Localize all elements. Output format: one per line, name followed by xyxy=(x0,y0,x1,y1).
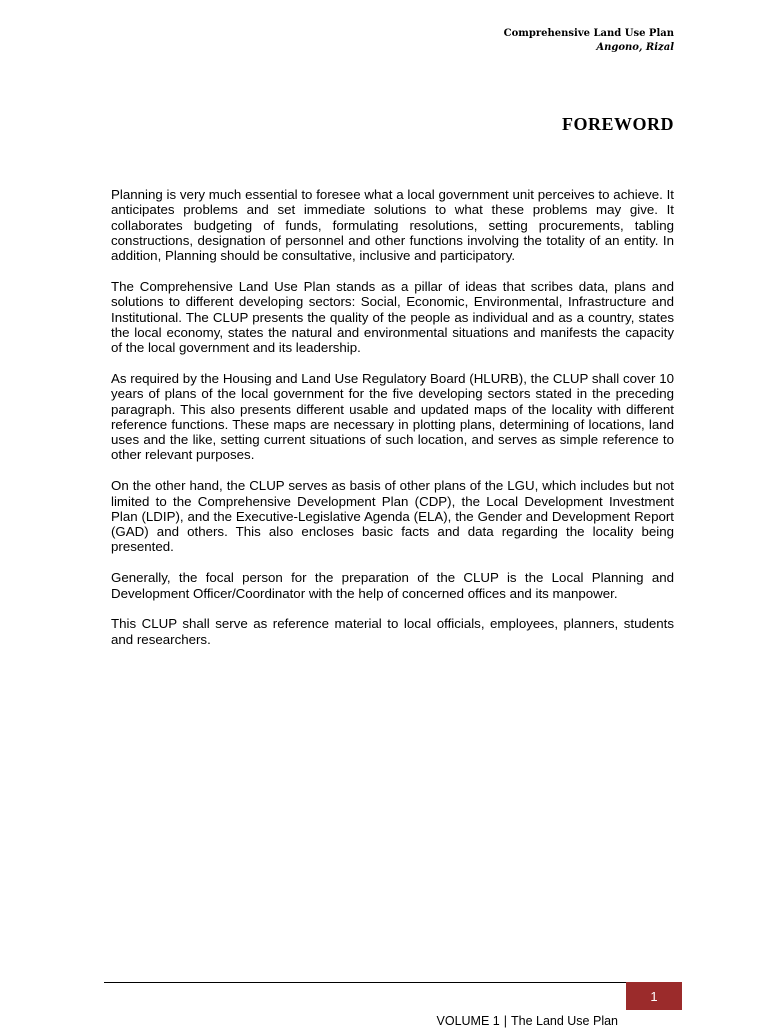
page-number-box xyxy=(626,982,682,1010)
running-header xyxy=(504,27,674,55)
footer-section: The Land Use Plan xyxy=(510,1014,618,1028)
page-number: 1 xyxy=(650,988,658,1004)
paragraph: This CLUP shall serve as reference material to local officials, employees, planners, students and researchers. xyxy=(111,616,674,647)
paragraph: The Comprehensive Land Use Plan stands as a pillar of ideas that scribes data, plans and solutions to different developing sectors: Social, Economic, Environmental, Infrastructure and Institutional. The CLUP presents the quality of the people as individual and as a country, states the local economy, states the natural and environmental situations and manifests the capacity of the local government and its leadership. xyxy=(111,278,674,356)
footer-section-label xyxy=(437,1014,618,1028)
footer-volume: VOLUME 1 xyxy=(436,1014,500,1028)
foreword-body xyxy=(111,187,674,662)
paragraph: As required by the Housing and Land Use Regulatory Board (HLURB), the CLUP shall cover 10 years of plans of the local government for the five developing sectors stated in the preceding paragraph. This also presents different usable and updated maps of the locality with different reference functions. These maps are necessary in plotting plans, determining of locations, land uses and the like, setting current situations of such location, and serves as simple reference to other relevant purposes. xyxy=(111,370,674,463)
paragraph: On the other hand, the CLUP serves as basis of other plans of the LGU, which includes but not limited to the Comprehensive Development Plan (CDP), the Local Development Investment Plan (LDIP), and the Executive-Legislative Agenda (ELA), the Gender and Development Report (GAD) and others. This also encloses basic facts and data regarding the locality being presented. xyxy=(111,478,674,555)
footer-separator: | xyxy=(503,1014,507,1028)
page-title: FOREWORD xyxy=(562,114,674,134)
header-document-title: Comprehensive Land Use Plan xyxy=(503,28,674,39)
footer-rule xyxy=(104,982,626,983)
header-location: Angono, Rizal xyxy=(596,42,674,53)
paragraph: Generally, the focal person for the preparation of the CLUP is the Local Planning and Development Officer/Coordinator with the help of concerned offices and its manpower. xyxy=(111,570,674,601)
paragraph: Planning is very much essential to foresee what a local government unit perceives to achieve. It anticipates problems and set immediate solutions to what these problems may give. It collaborates budgeting of funds, formulating resolutions, setting procurements, tabling constructions, designation of personnel and other functions involving the totality of an entity. In addition, Planning should be consultative, inclusive and participatory. xyxy=(111,187,674,264)
